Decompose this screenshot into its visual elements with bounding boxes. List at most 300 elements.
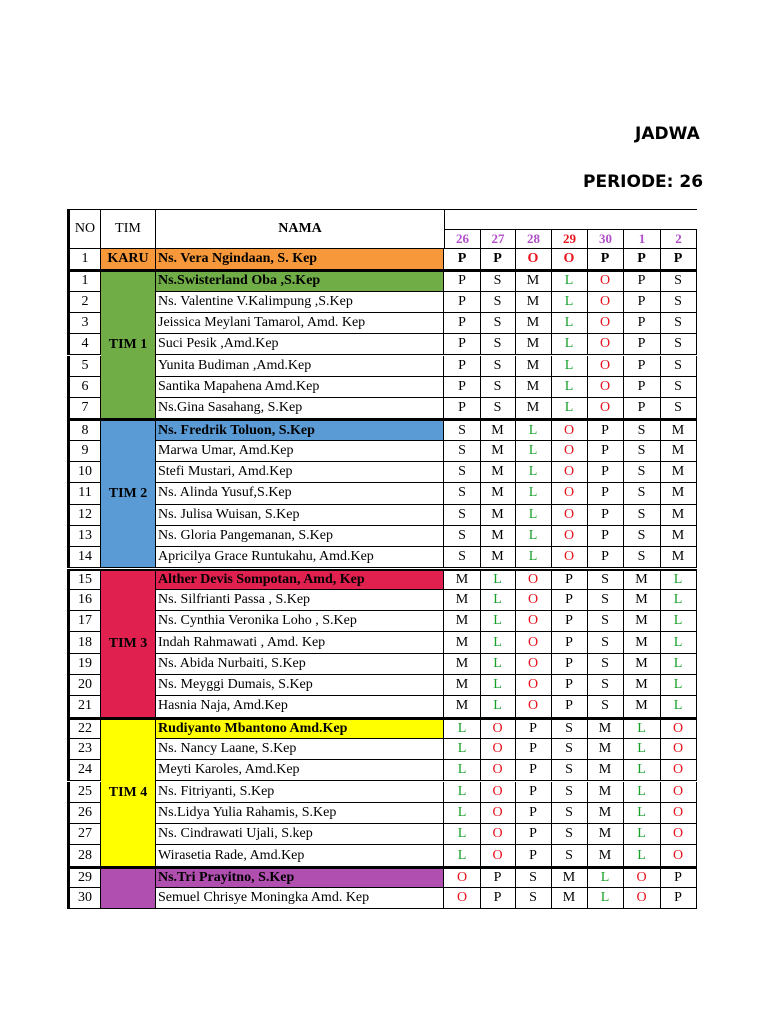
shift-cell: S — [444, 547, 481, 568]
team-label — [101, 867, 156, 910]
shift-cell: S — [480, 270, 516, 291]
staff-name: Rudiyanto Mbantono Amd.Kep — [156, 718, 444, 739]
shift-cell: O — [480, 760, 516, 781]
shift-cell: S — [551, 782, 588, 803]
shift-cell: S — [444, 505, 481, 526]
shift-cell: O — [660, 803, 697, 824]
shift-cell: O — [660, 739, 697, 760]
shift-cell: P — [587, 526, 624, 547]
shift-cell: O — [587, 356, 624, 377]
row-number: 23 — [67, 739, 101, 760]
shift-cell: S — [551, 845, 588, 866]
shift-cell: M — [480, 441, 516, 462]
shift-cell: L — [660, 654, 697, 675]
shift-cell: O — [587, 313, 624, 334]
table-row — [67, 782, 697, 803]
shift-cell: O — [587, 334, 624, 355]
shift-cell: P — [444, 249, 481, 270]
shift-cell: S — [444, 462, 481, 483]
shift-cell: S — [623, 526, 661, 547]
shift-cell: S — [587, 611, 624, 632]
staff-name: Ns. Valentine V.Kalimpung ,S.Kep — [156, 292, 444, 313]
team-label: TIM 1 — [101, 270, 156, 419]
day-header-0: 26 — [444, 229, 481, 249]
row-number: 26 — [67, 803, 101, 824]
shift-cell: P — [444, 334, 481, 355]
staff-name: Ns.Gina Sasahang, S.Kep — [156, 398, 444, 419]
header-no: NO — [67, 209, 101, 249]
staff-name: Apricilya Grace Runtukahu, Amd.Kep — [156, 547, 444, 568]
shift-cell: S — [660, 398, 697, 419]
shift-cell: O — [551, 526, 588, 547]
day-header-1: 27 — [480, 229, 516, 249]
shift-cell: P — [623, 377, 661, 398]
shift-cell: L — [444, 803, 481, 824]
shift-cell: S — [515, 867, 552, 888]
shift-cell: M — [660, 441, 697, 462]
shift-cell: S — [480, 377, 516, 398]
staff-name: Ns. Meyggi Dumais, S.Kep — [156, 675, 444, 696]
shift-cell: P — [444, 398, 481, 419]
team-label: TIM 3 — [101, 569, 156, 718]
table-row — [67, 760, 697, 781]
shift-cell: M — [587, 782, 624, 803]
table-row — [67, 292, 697, 313]
header-tim: TIM — [100, 209, 156, 249]
shift-cell: M — [444, 611, 481, 632]
shift-cell: S — [623, 483, 661, 504]
shift-cell: L — [480, 590, 516, 611]
shift-cell: P — [444, 356, 481, 377]
shift-cell: L — [587, 867, 624, 888]
row-number: 5 — [67, 356, 101, 377]
shift-cell: S — [660, 356, 697, 377]
row-number: 18 — [67, 632, 101, 653]
row-number: 24 — [67, 760, 101, 781]
staff-name: Ns. Abida Nurbaiti, S.Kep — [156, 654, 444, 675]
table-row — [67, 377, 697, 398]
shift-cell: O — [660, 845, 697, 866]
table-row — [67, 462, 697, 483]
shift-cell: P — [551, 632, 588, 653]
shift-cell: L — [623, 824, 661, 845]
day-header-3: 29 — [551, 229, 588, 249]
shift-cell: P — [480, 888, 516, 909]
team-label: TIM 2 — [101, 419, 156, 568]
shift-cell: M — [515, 270, 552, 291]
staff-name: Yunita Budiman ,Amd.Kep — [156, 356, 444, 377]
shift-cell: L — [551, 270, 588, 291]
staff-name: Marwa Umar, Amd.Kep — [156, 441, 444, 462]
shift-cell: S — [623, 441, 661, 462]
shift-cell: S — [444, 441, 481, 462]
shift-cell: L — [660, 569, 697, 590]
shift-cell: L — [444, 782, 481, 803]
shift-cell: S — [551, 824, 588, 845]
shift-cell: S — [660, 270, 697, 291]
shift-cell: M — [587, 803, 624, 824]
shift-cell: O — [551, 249, 588, 270]
table-row — [67, 526, 697, 547]
shift-cell: M — [587, 760, 624, 781]
table-row — [67, 632, 697, 653]
shift-cell: O — [515, 249, 552, 270]
shift-cell: P — [515, 782, 552, 803]
shift-cell: P — [515, 803, 552, 824]
staff-name: Ns.Swisterland Oba ,S.Kep — [156, 270, 444, 291]
shift-cell: S — [623, 547, 661, 568]
table-row — [67, 505, 697, 526]
row-number: 3 — [67, 313, 101, 334]
shift-cell: P — [515, 718, 552, 739]
shift-cell: M — [587, 824, 624, 845]
shift-cell: M — [480, 419, 516, 440]
table-row — [67, 590, 697, 611]
table-row — [67, 270, 697, 291]
row-number: 22 — [67, 718, 101, 739]
shift-cell: O — [551, 419, 588, 440]
shift-cell: S — [551, 739, 588, 760]
shift-cell: O — [480, 739, 516, 760]
shift-cell: L — [515, 462, 552, 483]
shift-cell: O — [515, 696, 552, 717]
shift-cell: L — [623, 782, 661, 803]
table-row — [67, 249, 697, 270]
shift-cell: L — [623, 803, 661, 824]
shift-cell: S — [480, 334, 516, 355]
table-row — [67, 718, 697, 739]
row-number: 8 — [67, 419, 101, 440]
staff-name: Ns. Fitriyanti, S.Kep — [156, 782, 444, 803]
shift-cell: M — [480, 526, 516, 547]
shift-cell: O — [660, 718, 697, 739]
shift-cell: L — [480, 569, 516, 590]
team-label: TIM 4 — [101, 718, 156, 867]
shift-cell: P — [551, 675, 588, 696]
shift-cell: S — [587, 569, 624, 590]
staff-name: Ns.Tri Prayitno, S.Kep — [156, 867, 444, 888]
shift-cell: L — [444, 760, 481, 781]
shift-cell: M — [660, 419, 697, 440]
shift-cell: M — [444, 675, 481, 696]
staff-name: Semuel Chrisye Moningka Amd. Kep — [156, 888, 444, 909]
row-number: 2 — [67, 292, 101, 313]
staff-name: Ns. Alinda Yusuf,S.Kep — [156, 483, 444, 504]
header-nama: NAMA — [155, 209, 445, 249]
shift-cell: M — [444, 569, 481, 590]
shift-cell: O — [623, 888, 661, 909]
shift-cell: L — [660, 590, 697, 611]
staff-name: Ns. Nancy Laane, S.Kep — [156, 739, 444, 760]
shift-cell: S — [551, 760, 588, 781]
shift-cell: P — [551, 590, 588, 611]
row-number: 29 — [67, 867, 101, 888]
shift-cell: P — [623, 292, 661, 313]
shift-cell: M — [587, 845, 624, 866]
shift-cell: P — [551, 569, 588, 590]
table-row — [67, 547, 697, 568]
shift-cell: M — [515, 334, 552, 355]
shift-cell: O — [480, 845, 516, 866]
shift-cell: S — [660, 334, 697, 355]
table-row — [67, 654, 697, 675]
shift-cell: L — [480, 696, 516, 717]
shift-cell: L — [623, 845, 661, 866]
period-label: PERIODE: 26 — [583, 172, 704, 192]
shift-cell: L — [515, 483, 552, 504]
shift-cell: L — [515, 419, 552, 440]
shift-cell: M — [515, 398, 552, 419]
shift-cell: S — [587, 654, 624, 675]
shift-cell: P — [515, 824, 552, 845]
shift-cell: S — [480, 292, 516, 313]
shift-cell: P — [587, 505, 624, 526]
shift-cell: O — [444, 867, 481, 888]
shift-cell: P — [623, 398, 661, 419]
shift-cell: L — [551, 334, 588, 355]
shift-cell: M — [587, 718, 624, 739]
shift-cell: S — [623, 462, 661, 483]
shift-cell: M — [551, 867, 588, 888]
shift-cell: S — [551, 718, 588, 739]
shift-cell: M — [587, 739, 624, 760]
shift-cell: S — [660, 377, 697, 398]
shift-cell: P — [623, 249, 661, 270]
row-number: 16 — [67, 590, 101, 611]
table-row — [67, 419, 697, 440]
shift-cell: P — [587, 249, 624, 270]
shift-cell: L — [444, 739, 481, 760]
shift-cell: O — [515, 632, 552, 653]
shift-cell: L — [660, 696, 697, 717]
shift-cell: O — [587, 270, 624, 291]
staff-name: Alther Devis Sompotan, Amd, Kep — [156, 569, 444, 590]
shift-cell: O — [551, 462, 588, 483]
shift-cell: P — [587, 483, 624, 504]
shift-cell: P — [444, 377, 481, 398]
row-number: 1 — [67, 249, 101, 270]
table-row — [67, 569, 697, 590]
table-row — [67, 334, 697, 355]
table-row — [67, 313, 697, 334]
day-header-4: 30 — [587, 229, 624, 249]
table-row — [67, 675, 697, 696]
row-number: 17 — [67, 611, 101, 632]
shift-cell: O — [623, 867, 661, 888]
shift-cell: O — [515, 654, 552, 675]
row-number: 28 — [67, 845, 101, 866]
day-header-2: 28 — [515, 229, 552, 249]
staff-name: Suci Pesik ,Amd.Kep — [156, 334, 444, 355]
staff-name: Wirasetia Rade, Amd.Kep — [156, 845, 444, 866]
shift-cell: L — [480, 654, 516, 675]
row-number: 9 — [67, 441, 101, 462]
staff-name: Ns.Lidya Yulia Rahamis, S.Kep — [156, 803, 444, 824]
shift-cell: P — [444, 292, 481, 313]
shift-cell: M — [623, 632, 661, 653]
shift-cell: M — [515, 292, 552, 313]
shift-cell: M — [444, 590, 481, 611]
shift-cell: M — [660, 547, 697, 568]
day-header-5: 1 — [623, 229, 661, 249]
row-number: 6 — [67, 377, 101, 398]
shift-cell: L — [551, 313, 588, 334]
row-number: 20 — [67, 675, 101, 696]
shift-cell: M — [515, 313, 552, 334]
shift-cell: O — [660, 824, 697, 845]
shift-cell: O — [480, 782, 516, 803]
staff-name: Jeissica Meylani Tamarol, Amd. Kep — [156, 313, 444, 334]
shift-cell: P — [660, 867, 697, 888]
shift-cell: P — [623, 356, 661, 377]
shift-cell: L — [515, 505, 552, 526]
shift-cell: L — [515, 547, 552, 568]
shift-cell: P — [623, 313, 661, 334]
shift-cell: M — [480, 462, 516, 483]
row-number: 27 — [67, 824, 101, 845]
shift-cell: M — [660, 526, 697, 547]
shift-cell: L — [444, 845, 481, 866]
staff-name: Hasnia Naja, Amd.Kep — [156, 696, 444, 717]
shift-cell: L — [660, 611, 697, 632]
staff-name: Indah Rahmawati , Amd. Kep — [156, 632, 444, 653]
day-header-6: 2 — [660, 229, 697, 249]
shift-cell: L — [515, 526, 552, 547]
shift-cell: M — [551, 888, 588, 909]
shift-cell: S — [623, 505, 661, 526]
shift-cell: P — [551, 611, 588, 632]
shift-cell: P — [660, 249, 697, 270]
staff-name: Ns. Julisa Wuisan, S.Kep — [156, 505, 444, 526]
row-number: 15 — [67, 569, 101, 590]
shift-cell: L — [660, 675, 697, 696]
shift-cell: P — [551, 654, 588, 675]
shift-cell: P — [444, 313, 481, 334]
shift-cell: O — [515, 611, 552, 632]
team-label: KARU — [101, 249, 156, 270]
shift-cell: O — [515, 569, 552, 590]
shift-cell: M — [444, 696, 481, 717]
staff-name: Ns. Silfrianti Passa , S.Kep — [156, 590, 444, 611]
shift-cell: L — [444, 824, 481, 845]
table-row — [67, 441, 697, 462]
staff-name: Ns. Cindrawati Ujali, S.kep — [156, 824, 444, 845]
schedule-title: JADWA — [635, 124, 700, 144]
staff-name: Ns. Fredrik Toluon, S.Kep — [156, 419, 444, 440]
shift-cell: L — [623, 739, 661, 760]
table-row — [67, 845, 697, 866]
shift-cell: M — [480, 547, 516, 568]
shift-cell: S — [444, 483, 481, 504]
shift-cell: S — [480, 356, 516, 377]
shift-cell: L — [480, 675, 516, 696]
shift-cell: L — [480, 632, 516, 653]
staff-name: Stefi Mustari, Amd.Kep — [156, 462, 444, 483]
shift-cell: L — [551, 377, 588, 398]
header-days-band — [444, 209, 697, 230]
staff-name: Ns. Cynthia Veronika Loho , S.Kep — [156, 611, 444, 632]
shift-cell: P — [515, 739, 552, 760]
row-number: 13 — [67, 526, 101, 547]
shift-cell: M — [660, 483, 697, 504]
shift-cell: M — [660, 505, 697, 526]
shift-cell: M — [480, 505, 516, 526]
shift-cell: M — [623, 611, 661, 632]
shift-cell: O — [551, 483, 588, 504]
table-row — [67, 867, 697, 888]
row-number: 30 — [67, 888, 101, 909]
row-number: 4 — [67, 334, 101, 355]
shift-cell: O — [587, 377, 624, 398]
shift-cell: M — [480, 483, 516, 504]
staff-name: Meyti Karoles, Amd.Kep — [156, 760, 444, 781]
shift-cell: L — [587, 888, 624, 909]
shift-cell: O — [551, 505, 588, 526]
row-number: 7 — [67, 398, 101, 419]
shift-cell: S — [660, 313, 697, 334]
shift-cell: P — [444, 270, 481, 291]
shift-cell: S — [444, 526, 481, 547]
shift-cell: P — [587, 547, 624, 568]
shift-cell: M — [515, 356, 552, 377]
shift-cell: M — [444, 632, 481, 653]
shift-cell: M — [660, 462, 697, 483]
row-number: 19 — [67, 654, 101, 675]
shift-cell: O — [480, 803, 516, 824]
staff-name: Ns. Vera Ngindaan, S. Kep — [156, 249, 444, 270]
table-row — [67, 398, 697, 419]
shift-cell: O — [587, 398, 624, 419]
shift-cell: O — [660, 782, 697, 803]
shift-cell: L — [623, 718, 661, 739]
shift-cell: S — [587, 675, 624, 696]
row-number: 25 — [67, 782, 101, 803]
table-row — [67, 611, 697, 632]
table-row — [67, 696, 697, 717]
row-number: 21 — [67, 696, 101, 717]
shift-cell: M — [623, 654, 661, 675]
shift-cell: P — [515, 760, 552, 781]
shift-cell: P — [623, 334, 661, 355]
shift-cell: O — [551, 547, 588, 568]
shift-cell: L — [480, 611, 516, 632]
shift-cell: S — [623, 419, 661, 440]
shift-cell: M — [623, 590, 661, 611]
shift-cell: O — [480, 824, 516, 845]
shift-cell: O — [660, 760, 697, 781]
shift-cell: M — [623, 675, 661, 696]
shift-cell: P — [587, 462, 624, 483]
shift-cell: O — [587, 292, 624, 313]
shift-cell: O — [444, 888, 481, 909]
shift-cell: P — [623, 270, 661, 291]
shift-cell: L — [444, 718, 481, 739]
shift-cell: P — [480, 867, 516, 888]
shift-cell: S — [551, 803, 588, 824]
shift-cell: S — [480, 398, 516, 419]
shift-cell: O — [480, 718, 516, 739]
row-number: 1 — [67, 270, 101, 291]
shift-cell: M — [515, 377, 552, 398]
shift-cell: O — [551, 441, 588, 462]
shift-cell: P — [551, 696, 588, 717]
shift-cell: L — [515, 441, 552, 462]
table-row — [67, 824, 697, 845]
shift-cell: P — [515, 845, 552, 866]
shift-cell: L — [551, 398, 588, 419]
shift-cell: P — [660, 888, 697, 909]
table-row — [67, 739, 697, 760]
